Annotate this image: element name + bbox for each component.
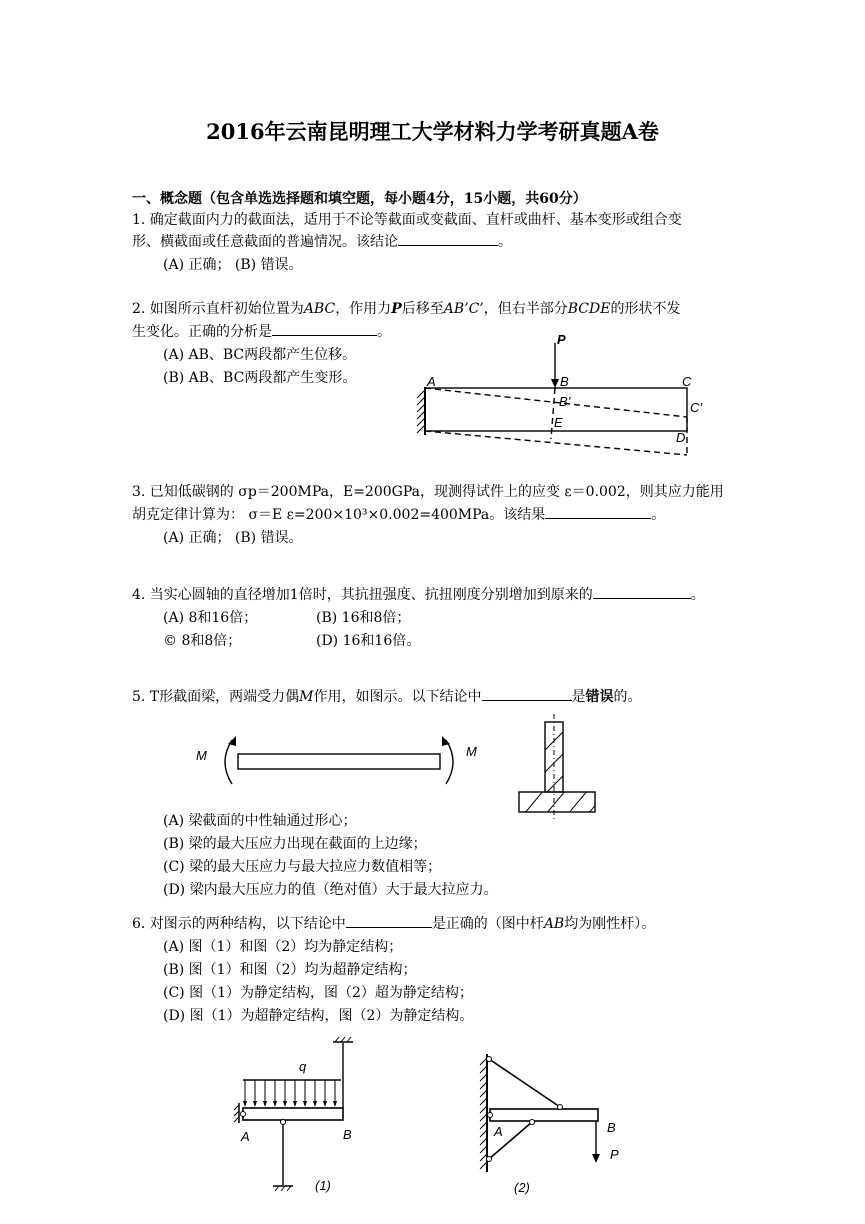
q2-abc: ABC	[303, 301, 336, 317]
q5-text-b: 作用，如图示。以下结论中	[313, 689, 482, 705]
q2-text-c: 后移至	[401, 301, 444, 317]
q2-option-a: (A) AB、BC两段都产生位移。	[163, 347, 357, 363]
q4-option-a: (A) 8和16倍；	[163, 610, 258, 626]
q6-option-d: (D) 图（1）为超静定结构，图（2）为静定结构。	[163, 1008, 474, 1024]
q2-label-p: P	[557, 332, 566, 347]
q5-label-m-right: M	[466, 744, 477, 759]
q4-option-c: © 8和8倍；	[163, 633, 242, 649]
q6-text-c: 均为刚性杆）。	[564, 916, 656, 932]
q5-answer-blank[interactable]	[482, 686, 572, 701]
q4-line1	[132, 584, 705, 606]
q4-option-b: (B) 16和8倍；	[316, 610, 411, 626]
q3-line2-text: 胡克定律计算为： σ＝E ε=200×10³×0.002=400MPa。该结果	[132, 507, 546, 523]
q2-label-c-prime: C’	[690, 400, 703, 415]
q6-fig2-label-b: B	[607, 1120, 616, 1135]
q1-line2-text: 形、横截面或任意截面的普遍情况。该结论	[132, 234, 398, 250]
q6-option-c: (C) 图（1）为静定结构，图（2）超为静定结构；	[163, 985, 473, 1001]
q2-label-b: B	[560, 374, 569, 389]
q4-line1-text: 4. 当实心圆轴的直径增加1倍时，其抗扭强度、抗扭刚度分别增加到原来的	[132, 587, 593, 603]
q6-option-b: (B) 图（1）和图（2）均为超静定结构；	[163, 962, 417, 978]
q6-fig1-label-a: A	[241, 1129, 250, 1144]
q1-options: (A) 正确； (B) 错误。	[163, 257, 303, 273]
q1-line2-end: 。	[498, 234, 512, 250]
q3-options: (A) 正确； (B) 错误。	[163, 530, 303, 546]
q5-moment-m: M	[299, 689, 314, 705]
q5-option-c: (C) 梁的最大压应力与最大拉应力数值相等；	[163, 859, 442, 875]
q6-fig1-label-b: B	[343, 1127, 352, 1142]
q2-label-c: C	[682, 374, 692, 389]
q2-text-e: 的形状不发	[610, 301, 681, 317]
q6-text-b: 是正确的（图中杆	[431, 916, 544, 932]
q6-ab: AB	[543, 916, 565, 932]
q5-line1	[132, 686, 642, 708]
q3-line1: 3. 已知低碳钢的 σp＝200MPa，E=200GPa，现测得试件上的应变 ε＝0.002，则其应力能用	[132, 484, 724, 500]
q6-figure-2	[470, 1052, 630, 1202]
q2-text-a: 2. 如图所示直杆初始位置为	[132, 301, 304, 317]
q5-option-d: (D) 梁内最大压应力的值（绝对值）大于最大拉应力。	[163, 882, 498, 898]
q6-answer-blank[interactable]	[346, 913, 432, 928]
q4-answer-blank[interactable]	[593, 584, 691, 599]
q2-force-p: P	[391, 301, 402, 317]
q2-line2-text: 生变化。正确的分析是	[132, 324, 272, 340]
q6-fig1-label-q: q	[299, 1059, 307, 1074]
q2-abc-prime: AB’C’	[443, 301, 484, 317]
q6-fig1-caption: (1)	[315, 1178, 331, 1193]
q5-label-m-left: M	[196, 748, 207, 763]
page-title: 2016年云南昆明理工大学材料力学考研真题A卷	[206, 119, 659, 144]
q4-option-d: (D) 16和16倍。	[316, 633, 421, 649]
q6-fig2-label-a: A	[494, 1124, 503, 1139]
q5-option-b: (B) 梁的最大压应力出现在截面的上边缘；	[163, 836, 427, 852]
q2-line2	[132, 321, 391, 343]
q6-text-a: 6. 对图示的两种结构，以下结论中	[132, 916, 346, 932]
q2-label-b-prime: B’	[559, 394, 571, 409]
q6-line1	[132, 913, 655, 935]
q4-line1-end: 。	[690, 587, 705, 603]
q5-text-c: 是	[571, 689, 586, 705]
q2-line2-end: 。	[377, 324, 391, 340]
q6-fig2-label-p: P	[610, 1147, 619, 1162]
q5-text-a: 5. T形截面梁，两端受力偶	[132, 689, 300, 705]
q2-text-d: ，但右半部分	[483, 301, 568, 317]
q5-t-section-figure	[512, 710, 602, 825]
q5-text-e: 的。	[613, 689, 642, 705]
q5-beam-figure	[190, 730, 490, 800]
q2-label-a: A	[427, 374, 436, 389]
q6-fig2-caption: (2)	[514, 1180, 530, 1195]
q6-figure-1	[225, 1035, 375, 1200]
q1-line1: 1. 确定截面内力的截面法，适用于不论等截面或变截面、直杆或曲杆、基本变形或组合变	[132, 212, 682, 228]
q2-bar-figure	[405, 332, 710, 460]
q1-answer-blank[interactable]	[398, 231, 498, 246]
q1-line2	[132, 231, 512, 253]
q5-option-a: (A) 梁截面的中性轴通过形心；	[163, 813, 357, 829]
q2-label-d: D	[676, 430, 686, 445]
q3-line2	[132, 504, 665, 526]
q3-answer-blank[interactable]	[545, 504, 651, 519]
q2-text-b: ，作用力	[335, 301, 392, 317]
q2-answer-blank[interactable]	[272, 321, 377, 336]
section-heading: 一、概念题（包含单选选择题和填空题，每小题4分，15小题，共60分）	[132, 191, 587, 207]
q3-line2-end: 。	[651, 507, 666, 523]
q5-text-error: 错误	[585, 689, 614, 705]
q2-bcde: BCDE	[567, 301, 611, 317]
q2-option-b: (B) AB、BC两段都产生变形。	[163, 370, 357, 386]
q2-line1	[132, 298, 680, 320]
q2-label-e: E	[554, 415, 563, 430]
q6-option-a: (A) 图（1）和图（2）均为静定结构；	[163, 939, 403, 955]
